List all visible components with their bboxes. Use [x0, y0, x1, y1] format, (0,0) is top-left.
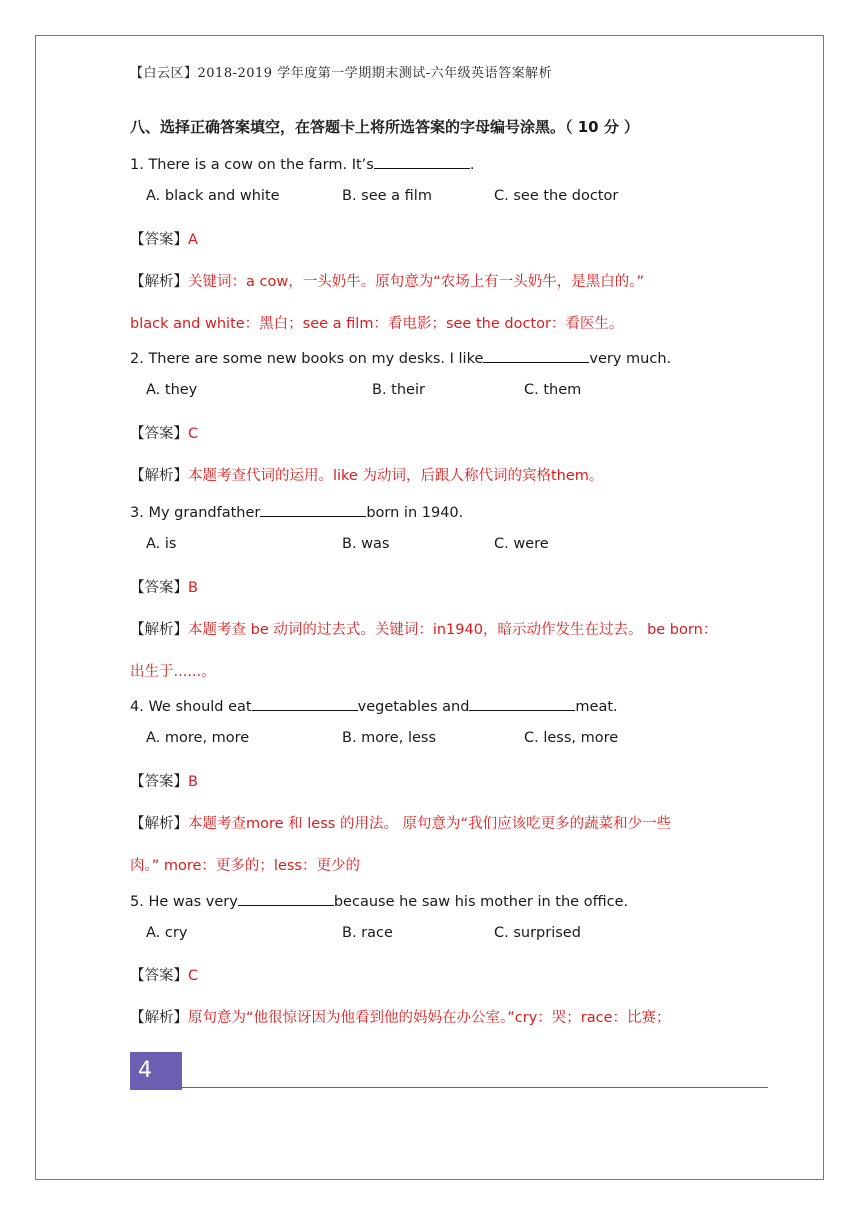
q5-option-b: B. race [342, 925, 393, 941]
answer-blank [260, 502, 366, 517]
q4-option-b: B. more, less [342, 730, 437, 746]
question-2: 2. There are some new books on my desks. I like very much. [130, 348, 671, 367]
q3-option-b: B. was [342, 536, 390, 552]
answer-blank [483, 348, 589, 363]
q3-option-c: C. were [494, 536, 549, 552]
q1-option-a: A. black and white [146, 188, 280, 204]
q3-option-a: A. is [146, 536, 177, 552]
page-header: 【白云区】2018-2019 学年度第一学期期末测试-六年级英语答案解析 [130, 66, 553, 81]
q5-analysis: 【解析】原句意为“他很惊讶因为他看到他的妈妈在办公室。”cry：哭；race：比赛； [130, 1010, 671, 1026]
q4-analysis: 【解析】本题考查more 和 less 的用法。 原句意为“我们应该吃更多的蔬菜和少一些 [130, 816, 672, 832]
q3-analysis: 【解析】本题考查 be 动词的过去式。关键词：in1940，暗示动作发生在过去。 be born： [130, 622, 718, 638]
q4-analysis-cont: 肉。” more：更多的；less：更少的 [130, 858, 360, 874]
q1-option-b: B. see a film [342, 188, 432, 204]
q4-option-c: C. less, more [524, 730, 619, 746]
q5-answer: 【答案】C [130, 968, 199, 984]
answer-blank [252, 696, 358, 711]
q2-option-c: C. them [524, 382, 582, 398]
q3-answer: 【答案】B [130, 580, 198, 596]
answer-blank [374, 154, 470, 169]
answer-blank [238, 891, 334, 906]
q3-analysis-cont: 出生于......。 [130, 664, 216, 680]
q2-option-a: A. they [146, 382, 198, 398]
q5-option-a: A. cry [146, 925, 188, 941]
section-title: 八、选择正确答案填空，在答题卡上将所选答案的字母编号涂黑。（ 10 分 ） [130, 118, 640, 136]
q1-answer: 【答案】A [130, 232, 198, 248]
q1-option-c: C. see the doctor [494, 188, 619, 204]
footer-rule [182, 1087, 768, 1088]
q4-answer: 【答案】B [130, 774, 198, 790]
q2-option-b: B. their [372, 382, 425, 398]
answer-blank [469, 696, 575, 711]
q2-analysis: 【解析】本题考查代词的运用。like 为动词，后跟人称代词的宾格them。 [130, 468, 604, 484]
q1-analysis-cont: black and white：黑白；see a film：看电影；see the doctor：看医生。 [130, 316, 624, 332]
question-5: 5. He was very because he saw his mother in the office. [130, 891, 628, 910]
page-number: 4 [138, 1058, 152, 1083]
q4-option-a: A. more, more [146, 730, 250, 746]
question-4: 4. We should eat vegetables and meat. [130, 696, 618, 715]
q2-answer: 【答案】C [130, 426, 199, 442]
question-3: 3. My grandfather born in 1940. [130, 502, 463, 521]
q1-analysis: 【解析】关键词：a cow，一头奶牛。原句意为“农场上有一头奶牛，是黑白的。” [130, 274, 644, 290]
q5-option-c: C. surprised [494, 925, 581, 941]
question-1: 1. There is a cow on the farm. It’s . [130, 154, 474, 173]
